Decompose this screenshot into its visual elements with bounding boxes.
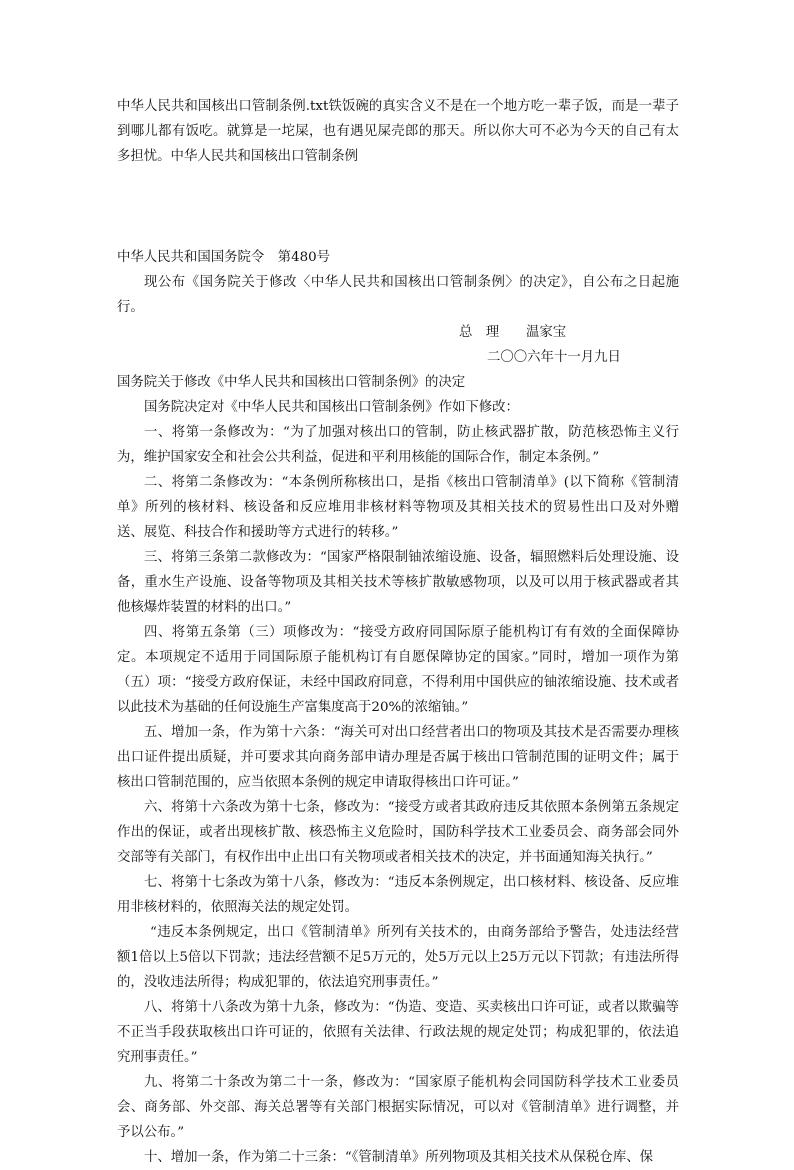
signature-block xyxy=(117,320,679,370)
paragraph: 七、将第十七条改为第十八条，修改为：“违反本条例规定，出口核材料、核设备、反应堆用非核材料的，依照海关法的规定处罚。 xyxy=(117,875,679,915)
document-page xyxy=(117,94,679,1170)
paragraph: 六、将第十六条改为第十七条，修改为：“接受方或者其政府违反其依照本条例第五条规定作出的保证，或者出现核扩散、核恐怖主义危险时，国防科学技术工业委员会、商务部会同外交部等有关部门，有权作出中止出口有关物项或者相关技术的决定，并书面通知海关执行。” xyxy=(117,800,679,865)
announcement: 现公布《国务院关于修改〈中华人民共和国核出口管制条例〉的决定》，自公布之日起施行。 xyxy=(117,275,679,315)
paragraph: 八、将第十八条改为第十九条，修改为：“伪造、变造、买卖核出口许可证，或者以欺骗等不正当手段获取核出口许可证的，依照有关法律、行政法规的规定处罚；构成犯罪的，依法追究刑事责任。” xyxy=(117,1000,679,1065)
paragraph: 九、将第二十条改为第二十一条，修改为：“国家原子能机构会同国防科学技术工业委员会、商务部、外交部、海关总署等有关部门根据实际情况，可以对《管制清单》进行调整，并予以公布。” xyxy=(117,1075,679,1140)
paragraph: 国务院决定对《中华人民共和国核出口管制条例》作如下修改： xyxy=(144,400,519,415)
order-title: 中华人民共和国国务院令 第480号 xyxy=(117,250,331,265)
paragraph: 三、将第三条第二款修改为：“国家严格限制铀浓缩设施、设备，辐照燃料后处理设施、设备，重水生产设施、设备等物项及其相关技术等核扩散敏感物项，以及可以用于核武器或者其他核爆炸装置的材料的出口。” xyxy=(117,550,679,615)
paragraph: “违反本条例规定，出口《管制清单》所列有关技术的，由商务部给予警告，处违法经营额1倍以上5倍以下罚款；违法经营额不足5万元的，处5万元以上25万元以下罚款；有违法所得的，没收违法所得；构成犯罪的，依法追究刑事责任。” xyxy=(117,925,679,990)
signature-title: 总 理 温家宝 xyxy=(459,325,567,340)
intro-text: 中华人民共和国核出口管制条例.txt铁饭碗的真实含义不是在一个地方吃一辈子饭，而是一辈子到哪儿都有饭吃。就算是一坨屎，也有遇见屎壳郎的那天。所以你大可不必为今天的自己有太多担忧。中华人民共和国核出口管制条例 xyxy=(117,99,679,164)
decision-title: 国务院关于修改《中华人民共和国核出口管制条例》的决定 xyxy=(117,375,466,390)
paragraph: 四、将第五条第（三）项修改为：“接受方政府同国际原子能机构订有有效的全面保障协定。本项规定不适用于同国际原子能机构订有自愿保障协定的国家。”同时，增加一项作为第（五）项：“接受方政府保证，未经中国政府同意，不得利用中国供应的铀浓缩设施、技术或者以此技术为基础的任何设施生产富集度高于20%的浓缩铀。” xyxy=(117,625,679,715)
paragraph: 二、将第二条修改为：“本条例所称核出口，是指《核出口管制清单》(以下简称《管制清单》所列的核材料、核设备和反应堆用非核材料等物项及其相关技术的贸易性出口及对外赠送、展览、科技合作和援助等方式进行的转移。” xyxy=(117,475,679,540)
signature-date: 二〇〇六年十一月九日 xyxy=(487,350,621,365)
paragraph: 一、将第一条修改为：“为了加强对核出口的管制，防止核武器扩散，防范核恐怖主义行为，维护国家安全和社会公共利益，促进和平利用核能的国际合作，制定本条例。” xyxy=(117,425,679,465)
paragraph: 十、增加一条，作为第二十三条：“《管制清单》所列物项及其相关技术从保税仓库、保 xyxy=(144,1150,653,1165)
paragraph: 五、增加一条，作为第十六条：“海关可对出口经营者出口的物项及其技术是否需要办理核出口证件提出质疑，并可要求其向商务部申请办理是否属于核出口管制范围的证明文件；属于核出口管制范围的，应当依照本条例的规定申请取得核出口许可证。” xyxy=(117,725,679,790)
